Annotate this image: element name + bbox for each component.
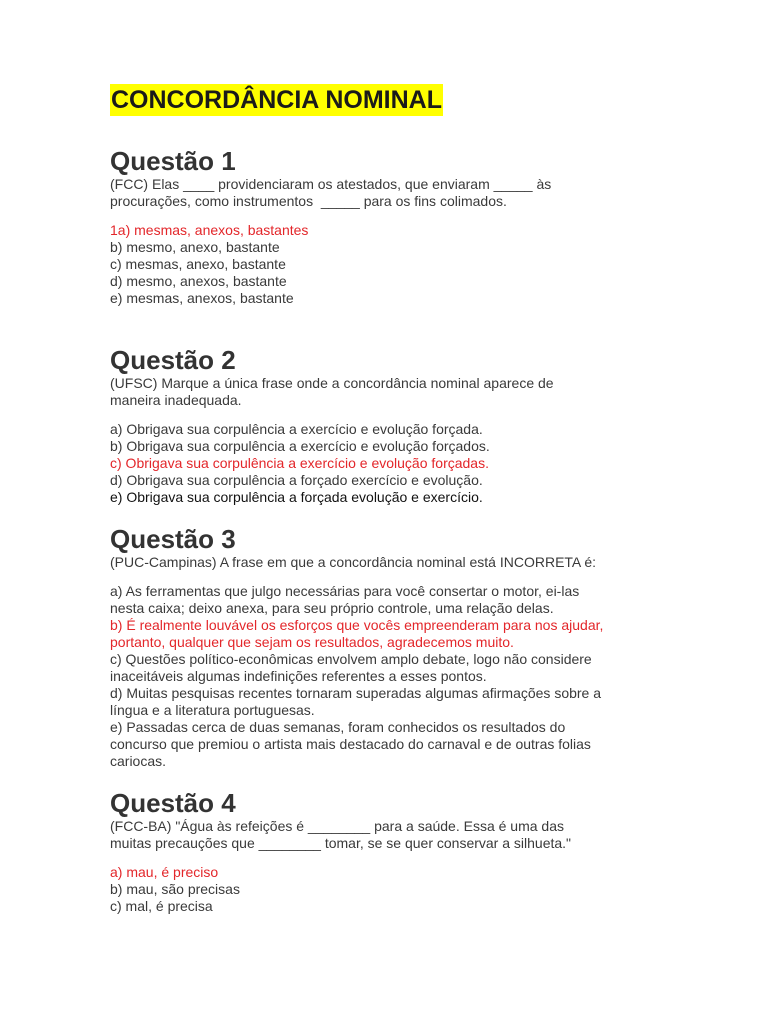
answer-option: b) mesmo, anexo, bastante bbox=[110, 239, 280, 255]
question-prompt-line: (PUC-Campinas) A frase em que a concordância nominal está INCORRETA é: bbox=[110, 554, 597, 570]
document-title: CONCORDÂNCIA NOMINAL bbox=[111, 86, 442, 114]
answer-option: a) As ferramentas que julgo necessárias para você consertar o motor, ei-las nesta caixa; deixo anexa, para seu próprio controle, uma relação delas. bbox=[110, 583, 580, 616]
answer-option: c) mesmas, anexo, bastante bbox=[110, 256, 286, 272]
answer-option: d) Obrigava sua corpulência a forçado exercício e evolução. bbox=[110, 472, 483, 488]
question-prompt-line: (FCC-BA) "Água às refeições é ________ para a saúde. Essa é uma das bbox=[110, 818, 565, 834]
title-row bbox=[110, 84, 710, 116]
question-prompt-line: procurações, como instrumentos _____ para os fins colimados. bbox=[110, 193, 507, 209]
answer-option: b) Obrigava sua corpulência a exercício e evolução forçados. bbox=[110, 438, 490, 454]
question-prompt-line: (FCC) Elas ____ providenciaram os atestados, que enviaram _____ às bbox=[110, 176, 552, 192]
answer-option: e) Passadas cerca de duas semanas, foram conhecidos os resultados do concurso que premiou o artista mais destacado do carnaval e de outras folias cariocas. bbox=[110, 719, 591, 769]
question-2 bbox=[110, 345, 710, 506]
answer-option: d) mesmo, anexos, bastante bbox=[110, 273, 287, 289]
question-prompt-line: (UFSC) Marque a única frase onde a concordância nominal aparece de bbox=[110, 375, 554, 391]
question-heading: Questão 4 bbox=[110, 788, 236, 818]
answer-option: a) Obrigava sua corpulência a exercício e evolução forçada. bbox=[110, 421, 483, 437]
question-heading: Questão 1 bbox=[110, 146, 236, 176]
document-page bbox=[110, 84, 710, 915]
question-heading: Questão 3 bbox=[110, 524, 236, 554]
answer-option-correct: b) É realmente louvável os esforços que vocês empreenderam para nos ajudar, portanto, qualquer que sejam os resultados, agradecemos muito. bbox=[110, 617, 604, 650]
question-1 bbox=[110, 146, 710, 307]
question-prompt-line: muitas precauções que ________ tomar, se se quer conservar a silhueta." bbox=[110, 835, 572, 851]
answer-option-correct: c) Obrigava sua corpulência a exercício e evolução forçadas. bbox=[110, 455, 489, 471]
answer-option-correct: 1a) mesmas, anexos, bastantes bbox=[110, 222, 309, 238]
question-4 bbox=[110, 788, 710, 915]
answer-option: c) Questões político-econômicas envolvem amplo debate, logo não considere inaceitáveis algumas indefinições referentes a esses pontos. bbox=[110, 651, 592, 684]
answer-option: d) Muitas pesquisas recentes tornaram superadas algumas afirmações sobre a língua e a literatura portuguesas. bbox=[110, 685, 602, 718]
answer-option: e) Obrigava sua corpulência a forçada evolução e exercício. bbox=[110, 489, 483, 505]
question-prompt-line: maneira inadequada. bbox=[110, 392, 242, 408]
answer-option-correct: a) mau, é preciso bbox=[110, 864, 219, 880]
question-3 bbox=[110, 524, 710, 770]
answer-option: b) mau, são precisas bbox=[110, 881, 240, 897]
answer-option: c) mal, é precisa bbox=[110, 898, 213, 914]
question-heading: Questão 2 bbox=[110, 345, 236, 375]
answer-option: e) mesmas, anexos, bastante bbox=[110, 290, 294, 306]
